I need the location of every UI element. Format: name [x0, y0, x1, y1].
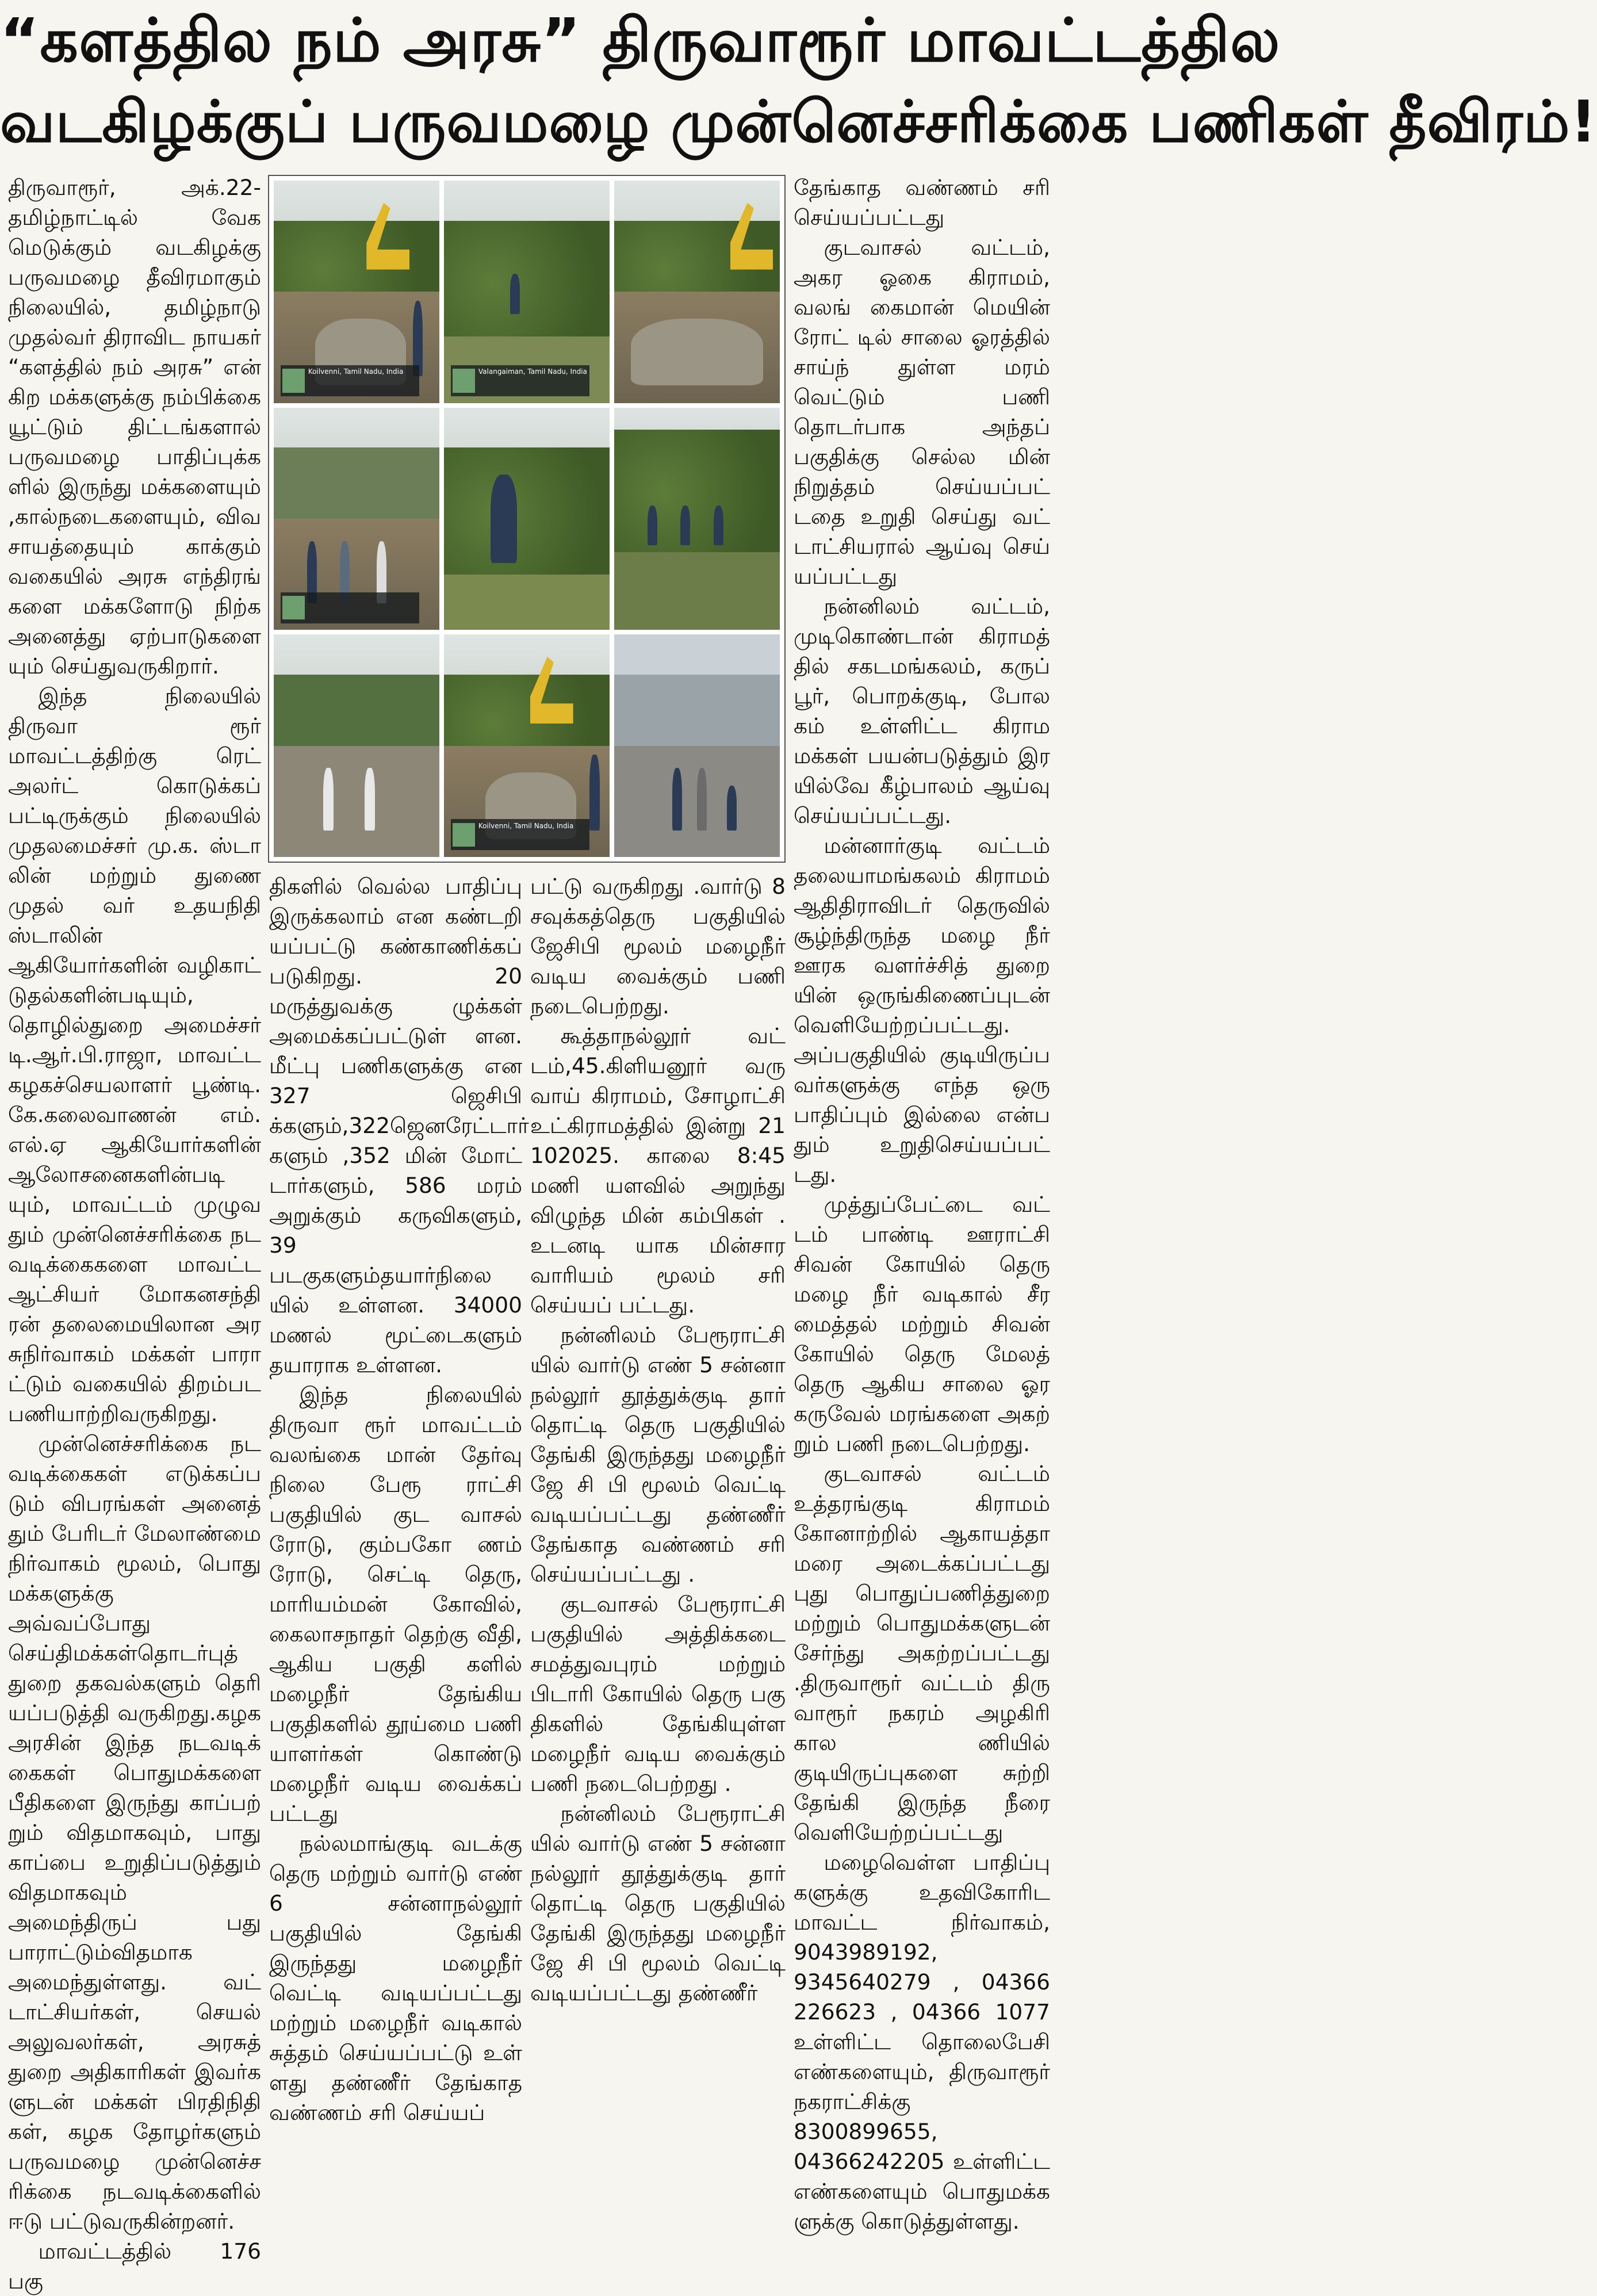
- article-paragraph: முத்துப்பேட்டை வட் டம் பாண்டி ஊராட்சி சிவன் கோயில் தெரு மழை நீர் வடிகால் சீர மைத்தல் மற்றும் சிவன் கோயில் தெரு மேலத் தெரு ஆகிய சாலை ஓர கருவேல் மரங்களை அகற் றும் பணி நடைபெற்றது.: [794, 1192, 1050, 1456]
- article-paragraph: குடவாசல் வட்டம் உத்தரங்குடி கிராமம் கோனாற்றில் ஆகாயத்தா மரை அடைக்கப்பட்டது புது பொதுப்பணித்துறை மற்றும் பொதுமக்களுடன் சேர்ந்து அகற்றப்பட்டது .திருவாரூர் வட்டம் திரு வாரூர் நகரம் அழகிரி கால ணியில் குடியிருப்புகளை சுற்றி தேங்கி இருந்த நீரை வெளியேற்றப்பட்டது: [794, 1461, 1050, 1845]
- photo-flooded-site: [614, 181, 780, 403]
- article-paragraph: மாவட்டத்தில் 176 பகு: [8, 2238, 261, 2294]
- photo-collage: [268, 175, 786, 863]
- gps-overlay: [281, 592, 420, 623]
- article-column-1: [8, 173, 261, 2294]
- article-paragraph: நன்னிலம் பேரூராட்சி யில் வார்டு எண் 5 சன்னா நல்லூர் தூத்துக்குடி தார் தொட்டி தெரு பகுதியில் தேங்கி இருந்தது மழைநீர் ஜே சி பி மூலம் வெட்டி வடியப்பட்டது தண்ணீர்: [530, 1801, 786, 2006]
- article-paragraph: நன்னிலம் வட்டம், முடிகொண்டான் கிராமத் தில் சகடமங்கலம், கருப் பூர், பொறக்குடி, போல கம் உள்ளிட்ட கிராம மக்கள் பயன்படுத்தும் இர யில்வே கீழ்பாலம் ஆய்வு செய்யப்பட்டது.: [794, 594, 1050, 828]
- photo-field-path: [444, 181, 610, 403]
- article-paragraph: குடவாசல் வட்டம், அகர ஓகை கிராமம், வலங் கைமான் மெயின் ரோட் டில் சாலை ஓரத்தில் சாய்ந் துள்ள மரம் வெட்டும் பணி தொடர்பாக அந்தப் பகுதிக்கு செல்ல மின் நிறுத்தம் செய்யப்பட் டதை உறுதி செய்து வட் டாட்சியரால் ஆய்வு செய் யப்பட்டது: [794, 235, 1050, 589]
- photo-excavator-waterlogged-road: [444, 634, 610, 857]
- gps-overlay: Valangaiman, Tamil Nadu, India: [451, 365, 590, 396]
- gps-overlay: Koilvenni, Tamil Nadu, India: [281, 365, 420, 396]
- article-paragraph: குடவாசல் பேரூராட்சி பகுதியில் அத்திக்கடை சமத்துவபுரம் மற்றும் பிடாரி கோயில் தெரு பகு திகளில் தேங்கியுள்ள மழைநீர் வடிய வைக்கும் பணி நடைபெற்றது .: [530, 1591, 786, 1796]
- article-paragraph: திகளில் வெல்ல பாதிப்பு இருக்கலாம் என கண்டறி யப்பட்டு கண்காணிக்கப் படுகிறது. 20 மருத்துவக்கு ழுக்கள் அமைக்கப்பட்டுள் ளன. மீட்பு பணிகளுக்கு என 327 ஜெசிபி க்களும்,322ஜெனரேட்டார் களும் ,352 மின் மோட் டார்களும், 586 மரம் அறுக்கும் கருவிகளும், 39 படகுகளும்தயார்நிலை யில் உள்ளன. 34000 மணல் மூட்டைகளும் தயாராக உள்ளன.: [269, 874, 529, 1377]
- photo-street-workers: [614, 634, 780, 857]
- photo-drain-cleaning: [274, 634, 439, 857]
- article-paragraph: பட்டு வருகிறது .வார்டு 8 சவுக்கத்தெரு பகுதியில் ஜேசிபி மூலம் மழைநீர் வடிய வைக்கும் பணி நடைபெற்றது.: [530, 874, 786, 1019]
- article-paragraph: நல்லமாங்குடி வடக்கு தெரு மற்றும் வார்டு எண் 6 சன்னாநல்லூர் பகுதியில் தேங்கி இருந்தது மழைநீர் வெட்டி வடியப்பட்டது மற்றும் மழைநீர் வடிகால் சுத்தம் செய்யப்பட்டு உள் ளது தண்ணீர் தேங்காத வண்ணம் சரி செய்யப்: [269, 1831, 522, 2125]
- article-paragraph: இந்த நிலையில் திருவா ரூர் மாவட்டம் வலங்கை மான் தேர்வு நிலை பேரூ ராட்சி பகுதியில் குட வாசல் ரோடு, கும்பகோ ணம் ரோடு, செட்டி தெரு, மாரியம்மன் கோவில், கைலாசநாதர் தெற்கு வீதி, ஆகிய பகுதி களில் மழைநீர் தேங்கிய பகுதிகளில் தூய்மை பணி யாளர்கள் கொண்டு மழைநீர் வடிய வைக்கப் பட்டது: [269, 1382, 522, 1826]
- article-paragraph: மன்னார்குடி வட்டம் தலையாமங்கலம் கிராமம் ஆதிதிராவிடர் தெருவில் சூழ்ந்திருந்த மழை நீர் ஊரக வளர்ச்சித் துறை யின் ஒருங்கிணைப்புடன் வெளியேற்றப்பட்டது. அப்பகுதியில் குடியிருப்ப வர்களுக்கு எந்த ஒரு பாதிப்பும் இல்லை என்ப தும் உறுதிசெய்யப்பட் டது.: [794, 833, 1050, 1187]
- article-column-2: [269, 871, 529, 2125]
- article-paragraph: நன்னிலம் பேரூராட்சி யில் வார்டு எண் 5 சன்னா நல்லூர் தூத்துக்குடி தார் தொட்டி தெரு பகுதியில் தேங்கி இருந்தது மழைநீர் ஜே சி பி மூலம் வெட்டி வடியப்பட்டது தண்ணீர் தேங்காத வண்ணம் சரி செய்யப்பட்டது .: [530, 1322, 786, 1587]
- photo-officials-inspection: [274, 408, 439, 630]
- article-paragraph: மழைவெள்ள பாதிப்பு களுக்கு உதவிகோரிட மாவட்ட நிர்வாகம், 9043989192, 9345640279 , 04366 226623 , 04366 1077 உள்ளிட்ட தொலைபேசி எண்களையும், திருவாரூர் நகராட்சிக்கு 8300899655, 04366242205 உள்ளிட்ட எண்களையும் பொதுமக்க ளுக்கு கொடுத்துள்ளது.: [794, 1850, 1050, 2234]
- photo-excavator-road: [274, 181, 439, 403]
- gps-overlay: Koilvenni, Tamil Nadu, India: [451, 819, 590, 850]
- photo-group-fieldwork: [614, 408, 780, 630]
- photo-worker-canal: [444, 408, 610, 630]
- article-paragraph: முன்னெச்சரிக்கை நட வடிக்கைகள் எடுக்கப்ப டும் விபரங்கள் அனைத் தும் பேரிடர் மேலாண்மை நிர்வாகம் மூலம், பொது மக்களுக்கு அவ்வப்போது செய்திமக்கள்தொடர்புத் துறை தகவல்களும் தெரி யப்படுத்தி வருகிறது.கழக அரசின் இந்த நடவடிக் கைகள் பொதுமக்களை பீதிகளை இருந்து காப்பற் றும் விதமாகவும், பாது காப்பை உறுதிப்படுத்தும் விதமாகவும் அமைந்திருப் பது பாராட்டும்விதமாக அமைந்துள்ளது. வட் டாட்சியர்கள், செயல் அலுவலர்கள், அரசுத் துறை அதிகாரிகள் இவர்க ளுடன் மக்கள் பிரதிநிதி கள், கழக தோழர்களும் பருவமழை முன்னெச்ச ரிக்கை நடவடிக்கைளில் ஈடு பட்டுவருகின்றனர்.: [8, 1431, 261, 2234]
- article-column-3: [530, 871, 786, 2006]
- article-paragraph: தேங்காத வண்ணம் சரி செய்யப்பட்டது: [794, 175, 1050, 230]
- headline-line-2: வடகிழக்குப் பருவமழை முன்னெச்சரிக்கை பணிகள் தீவிரம்!: [0, 88, 1597, 155]
- article-paragraph: இந்த நிலையில் திருவா ரூர் மாவட்டத்திற்கு ரெட் அலர்ட் கொடுக்கப் பட்டிருக்கும் நிலையில் முதலமைச்சர் மு.க. ஸ்டா லின் மற்றும் துணை முதல் வர் உதயநிதி ஸ்டாலின் ஆகியோர்களின் வழிகாட் டுதல்களின்படியும், தொழில்துறை அமைச்சர் டி.ஆர்.பி.ராஜா, மாவட்ட கழகச்செயலாளர் பூண்டி. கே.கலைவாணன் எம். எல்.ஏ ஆகியோர்களின் ஆலோசனைகளின்படி யும், மாவட்டம் முழுவ தும் முன்னெச்சரிக்கை நட வடிக்கைகளை மாவட்ட ஆட்சியர் மோகனசந்தி ரன் தலைமையிலான அர சுநிர்வாகம் மக்கள் பாரா ட்டும் வகையில் திறம்பட பணியாற்றிவருகிறது.: [8, 683, 261, 1426]
- article-paragraph: கூத்தாநல்லூர் வட் டம்,45.கிளியனூர் வரு வாய் கிராமம், சோழாட்சி உட்கிராமத்தில் இன்று 21 102025. காலை 8:45 மணி யளவில் அறுந்து விழுந்த மின் கம்பிகள் . உடனடி யாக மின்சார வாரியம் மூலம் சரி செய்யப் பட்டது.: [530, 1023, 786, 1318]
- article-column-4: [794, 173, 1050, 2234]
- article-paragraph: திருவாரூர், அக்.22- தமிழ்நாட்டில் வேக மெடுக்கும் வடகிழக்கு பருவமழை தீவிரமாகும் நிலையில், தமிழ்நாடு முதல்வர் திராவிட நாயகர் “களத்தில் நம் அரசு” என் கிற மக்களுக்கு நம்பிக்கை யூட்டும் திட்டங்களால் பருவமழை பாதிப்புக்க ளில் இருந்து மக்களையும் ,கால்நடைகளையும், விவ சாயத்தையும் காக்கும் வகையில் அரசு எந்திரங் களை மக்களோடு நிற்க அனைத்து ஏற்பாடுகளை யும் செய்துவருகிறார்.: [8, 175, 261, 679]
- headline-line-1: “களத்தில நம் அரசு” திருவாரூர் மாவட்டத்தில: [0, 5, 1281, 75]
